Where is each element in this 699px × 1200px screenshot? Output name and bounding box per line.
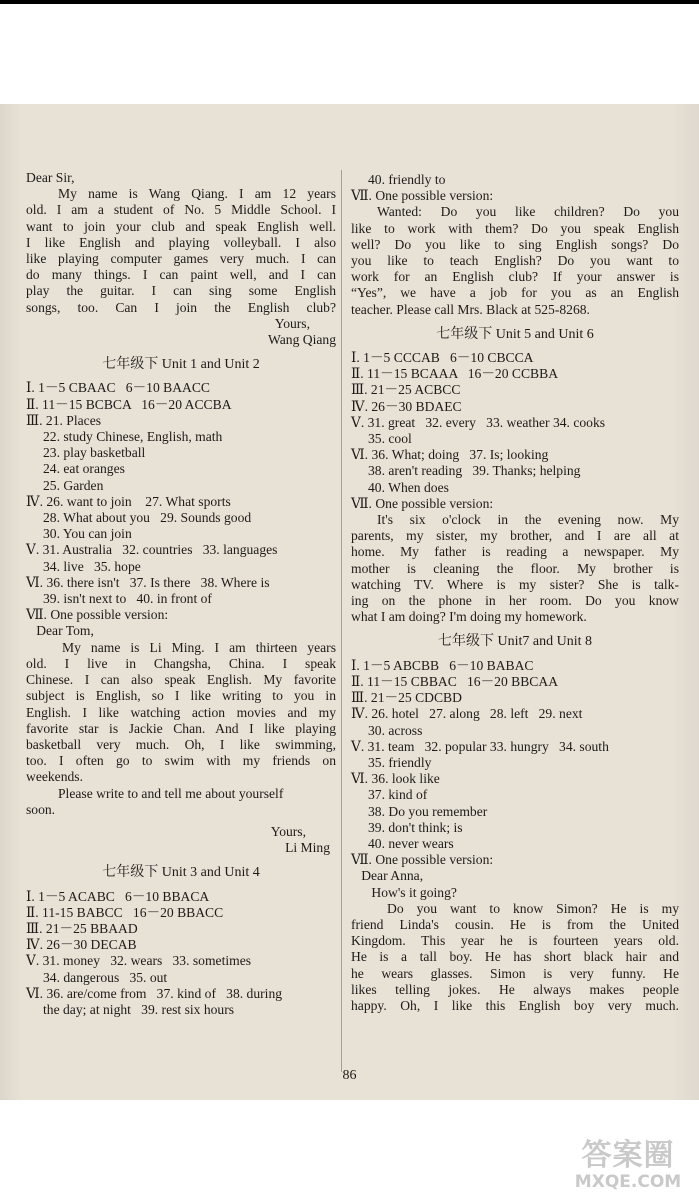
answer-line: Ⅱ. 11－15 BCAAA 16－20 CCBBA	[351, 366, 559, 382]
answer-line: Ⅱ. 11－15 CBBAC 16－20 BBCAA	[351, 673, 559, 689]
answer-line: Ⅱ. 11-15 BABCC 16－20 BBACC	[26, 904, 224, 920]
essay-line: ing on the phone in her room. Do you know	[351, 593, 679, 609]
essay-line: watching TV. Where is my sister? She is talk-	[351, 576, 679, 592]
letter2-signature: Li Ming	[285, 840, 330, 856]
section-heading-unit-5-6: 七年级下 Unit 5 and Unit 6	[436, 326, 594, 342]
answer-line: 24. eat oranges	[26, 461, 125, 477]
answer-line: 23. play basketball	[26, 445, 146, 461]
answer-line: 35. friendly	[351, 754, 432, 770]
answer-line: 35. cool	[351, 431, 412, 447]
answers-unit-7-8	[351, 658, 679, 901]
top-status-bar	[0, 0, 699, 4]
letter-line: old. I am a student of No. 5 Middle School. I	[26, 202, 336, 218]
answer-line: 25. Garden	[26, 477, 104, 493]
answer-line: 34. live 35. hope	[26, 558, 141, 574]
letter-closing: Yours,	[274, 315, 310, 331]
answer-line: Ⅲ. 21－25 BBAAD	[26, 920, 138, 936]
letter-line: weekends.	[26, 769, 83, 785]
answer-line: 22. study Chinese, English, math	[26, 429, 223, 445]
letter-wang-qiang	[26, 170, 336, 316]
letter-line: Do you want to know Simon? He is my	[387, 900, 679, 916]
right-column	[351, 172, 679, 1014]
answers-unit-3-4	[26, 889, 336, 1019]
page-number: 86	[342, 1068, 357, 1083]
answer-line: How's it going?	[351, 884, 457, 900]
answer-line: Ⅵ. 36. are/come from 37. kind of 38. during	[26, 985, 283, 1001]
answers-unit-5-6	[351, 350, 679, 512]
answer-line: Ⅳ. 26. want to join 27. What sports	[26, 493, 231, 509]
answer-line: Ⅳ. 26. hotel 27. along 28. left 29. next	[351, 706, 583, 722]
left-column	[26, 170, 336, 1018]
answer-line: Ⅱ. 11－15 BCBCA 16－20 ACCBA	[26, 396, 232, 412]
answer-line: Ⅶ. One possible version:	[351, 188, 494, 204]
answer-line: Ⅰ. 1－5 ACABC 6－10 BBACA	[26, 888, 210, 904]
watermark-logo	[563, 1140, 693, 1196]
letter-li-ming	[26, 640, 336, 786]
answer-line: Ⅲ. 21. Places	[26, 412, 102, 428]
ad-line: Wanted: Do you like children? Do you	[377, 204, 679, 220]
answer-line: Ⅰ. 1－5 CBAAC 6－10 BAACC	[26, 380, 211, 396]
answer-line: the day; at night 39. rest six hours	[26, 1001, 235, 1017]
answer-line: Ⅳ. 26－30 BDAEC	[351, 398, 462, 414]
answer-line: Ⅳ. 26－30 DECAB	[26, 937, 137, 953]
answer-line: Ⅴ. 31. Australia 32. countries 33. languages	[26, 542, 278, 558]
letter-line: want to join your club and speak English well.	[26, 218, 336, 234]
essay-line: mother is cleaning the floor. My brother is	[351, 560, 679, 576]
answer-line: 38. aren't reading 39. Thanks; helping	[351, 463, 581, 479]
answer-line: Ⅵ. 36. What; doing 37. Is; looking	[351, 447, 549, 463]
answer-line: Ⅶ. One possible version:	[26, 607, 169, 623]
essay-line: home. My father is reading a newspaper. My	[351, 544, 679, 560]
essay-line: parents, my sister, my brother, and I are all at	[351, 528, 679, 544]
letter-line: Chinese. I can also speak English. My favorite	[26, 672, 336, 688]
letter-line: like playing computer games very much. I can	[26, 251, 336, 267]
letter-line: I like English and playing volleyball. I also	[26, 234, 336, 250]
letter2-closing: Yours,	[270, 823, 306, 839]
answer-line: 34. dangerous 35. out	[26, 969, 168, 985]
letter-line: do many things. I can paint well, and I can	[26, 267, 336, 283]
answer-line: Ⅶ. One possible version:	[351, 495, 494, 511]
answer-line: Ⅰ. 1－5 CCCAB 6－10 CBCCA	[351, 350, 534, 366]
ad-line: like to work with them? Do you speak English	[351, 220, 679, 236]
answer-line: Ⅵ. 36. look like	[351, 771, 440, 787]
letter-line: old. I live in Changsha, China. I speak	[26, 655, 336, 671]
answer-line: 39. isn't next to 40. in front of	[26, 591, 212, 607]
letter-line: English. I like watching action movies and my	[26, 704, 336, 720]
answer-line: Ⅴ. 31. great 32. every 33. weather 34. cooks	[351, 414, 606, 430]
letter-to-anna	[351, 901, 679, 1014]
letter-line: too. I often go to swim with my friends on	[26, 753, 336, 769]
answer-line: 30. You can join	[26, 526, 132, 542]
watermark-url: MXQE.COM	[574, 1172, 682, 1192]
letter-line: He is a tall boy. He has short black hair and	[351, 949, 679, 965]
watermark-text: 答案圈	[581, 1138, 675, 1173]
answer-line: Ⅴ. 31. money 32. wears 33. sometimes	[26, 953, 252, 969]
answer-line: Ⅲ. 21－25 ACBCC	[351, 382, 461, 398]
letter-line: Kingdom. This year he is fourteen years old.	[351, 933, 679, 949]
answer-line: 28. What about you 29. Sounds good	[26, 510, 252, 526]
answer-line: 40. never wears	[351, 835, 454, 851]
answer-line: 39. don't think; is	[351, 819, 463, 835]
job-ad-last-line: teacher. Please call Mrs. Black at 525-8268.	[351, 301, 590, 317]
answer-line: 37. kind of	[351, 787, 428, 803]
answer-line: 30. across	[351, 722, 423, 738]
letter-line: subject is English, so I like writing to you in	[26, 688, 336, 704]
ad-line: work for an English club? If your answer is	[351, 269, 679, 285]
answer-line: Ⅶ. One possible version:	[351, 852, 494, 868]
section-heading-unit-7-8: 七年级下 Unit7 and Unit 8	[438, 634, 592, 650]
essay-version	[351, 512, 679, 609]
answer-line: 40. When does	[351, 479, 449, 495]
letter-line: basketball very much. Oh, I like swimming,	[26, 736, 336, 752]
letter-line: My name is Li Ming. I am thirteen years	[62, 639, 336, 655]
essay-line: It's six o'clock in the evening now. My	[377, 512, 679, 528]
answer-line: Dear Anna,	[351, 868, 424, 884]
letter-line: play the guitar. I can sing some English	[26, 283, 336, 299]
letter2-last-line2: soon.	[26, 801, 56, 817]
section-heading-unit-1-2: 七年级下 Unit 1 and Unit 2	[102, 357, 260, 373]
answer-line: 38. Do you remember	[351, 803, 488, 819]
column-divider	[341, 170, 342, 1072]
letter-signature: Wang Qiang	[268, 332, 336, 348]
section-heading-unit-3-4: 七年级下 Unit 3 and Unit 4	[102, 865, 260, 881]
answers-unit-1-2	[26, 380, 336, 639]
answer-line: Dear Tom,	[26, 623, 94, 639]
letter-line: My name is Wang Qiang. I am 12 years	[58, 186, 336, 202]
answer-line: 40. friendly to	[351, 172, 446, 187]
letter-line: likes telling jokes. He always makes people	[351, 981, 679, 997]
answers-continued	[351, 172, 679, 204]
job-ad-version	[351, 204, 679, 301]
letter-line: favorite star is Jackie Chan. And I like playing	[26, 720, 336, 736]
letter-line: Dear Sir,	[26, 170, 75, 185]
letter-line: songs, too. Can I join the English club?	[26, 299, 336, 315]
answer-line: Ⅲ. 21－25 CDCBD	[351, 690, 462, 706]
ad-line: you like to teach English? Do you want to	[351, 253, 679, 269]
letter-line: happy. Oh, I like this English boy very much.	[351, 997, 679, 1013]
answer-line: Ⅴ. 31. team 32. popular 33. hungry 34. south	[351, 738, 609, 754]
letter2-last-line: Please write to and tell me about yourself	[58, 785, 284, 801]
letter-line: he wears glasses. Simon is very funny. He	[351, 965, 679, 981]
letter-line: friend Linda's cousin. He is from the United	[351, 916, 679, 932]
essay-last-line: what I am doing? I'm doing my homework.	[351, 609, 587, 625]
ad-line: well? Do you like to sing English songs? Do	[351, 236, 679, 252]
answer-line: Ⅵ. 36. there isn't 37. Is there 38. Where is	[26, 574, 270, 590]
ad-line: “Yes”, we have a job for you as an English	[351, 285, 679, 301]
answer-line: Ⅰ. 1－5 ABCBB 6－10 BABAC	[351, 657, 534, 673]
